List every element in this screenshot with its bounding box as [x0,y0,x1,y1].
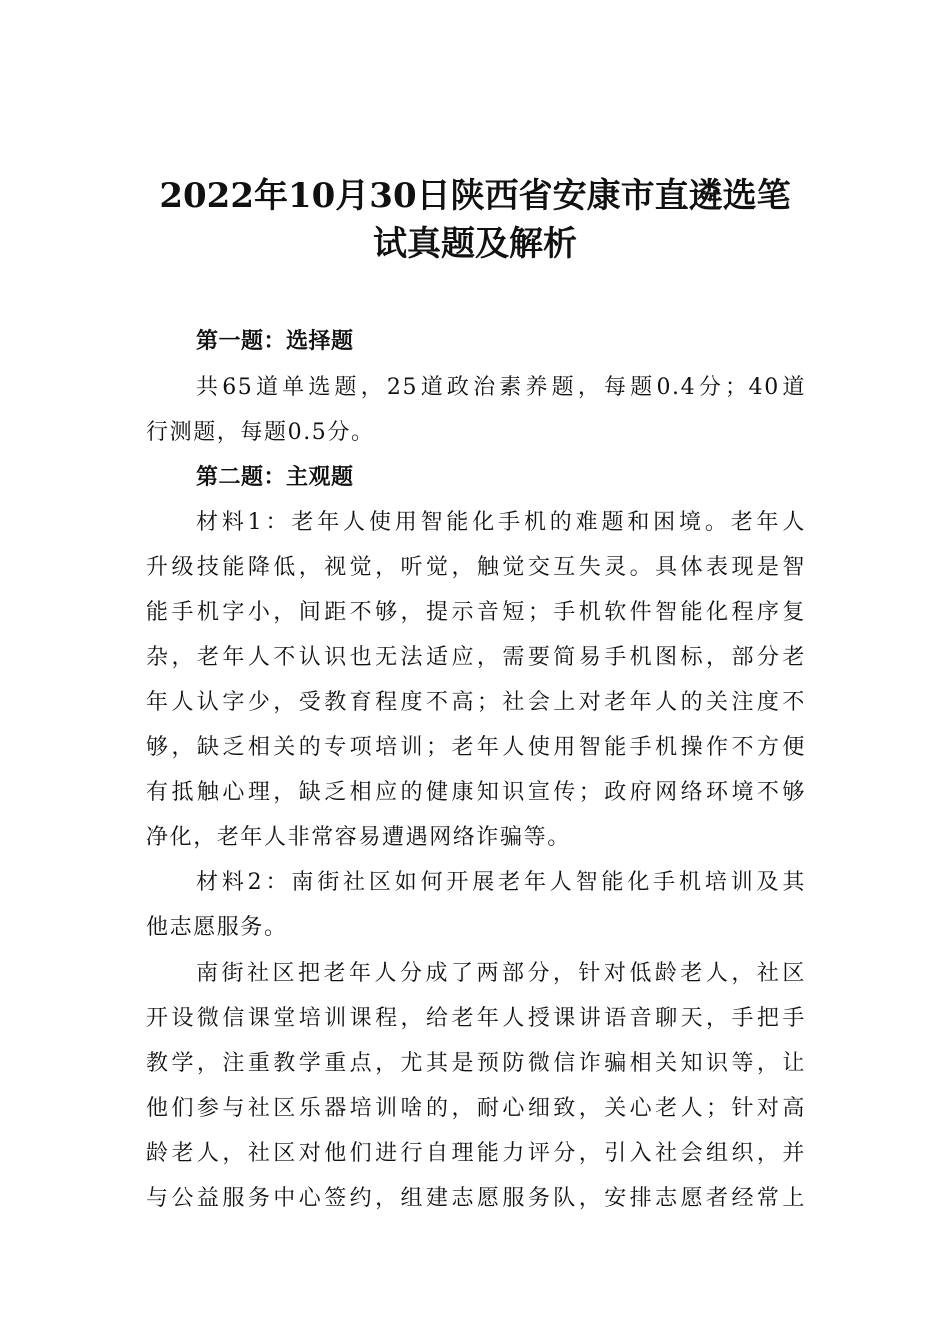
body-line: 教学，注重教学重点，尤其是预防微信诈骗相关知识等，让 [146,1051,806,1076]
body-line: 他志愿服务。 [146,915,288,940]
body-line: 年人认字少，受教育程度不高；社会上对老年人的关注度不 [146,690,806,715]
body-line: 升级技能降低，视觉，听觉，触觉交互失灵。具体表现是智 [146,555,806,580]
document-title-line-1: 2022年10月30日陕西省安康市直遴选笔 [159,176,791,216]
body-line: 行测题，每题0.5分。 [146,420,375,445]
body-line: 材料1：老年人使用智能化手机的难题和困境。老年人 [196,510,806,535]
body-line: 材料2：南街社区如何开展老年人智能化手机培训及其 [196,870,806,895]
body-line: 南街社区把老年人分成了两部分，针对低龄老人，社区 [196,961,806,986]
body-line: 开设微信课堂培训课程，给老年人授课讲语音聊天，手把手 [146,1006,806,1031]
body-line: 够，缺乏相关的专项培训；老年人使用智能手机操作不方便 [146,735,806,760]
body-line: 杂，老年人不认识也无法适应，需要简易手机图标，部分老 [146,645,806,670]
body-line: 能手机字小，间距不够，提示音短；手机软件智能化程序复 [146,600,806,625]
body-line: 与公益服务中心签约，组建志愿服务队，安排志愿者经常上 [146,1186,806,1211]
document-title-line-2: 试真题及解析 [373,224,577,264]
section-heading-choice: 第一题：选择题 [196,329,354,354]
body-line: 有抵触心理，缺乏相应的健康知识宣传；政府网络环境不够 [146,780,806,805]
body-line: 共65道单选题，25道政治素养题，每题0.4分；40道 [196,375,806,400]
body-line: 净化，老年人非常容易遭遇网络诈骗等。 [146,825,571,850]
body-line: 他们参与社区乐器培训啥的，耐心细致，关心老人；针对高 [146,1096,806,1121]
body-line: 龄老人，社区对他们进行自理能力评分，引入社会组织，并 [146,1141,806,1166]
section-heading-subjective: 第二题：主观题 [196,465,354,490]
